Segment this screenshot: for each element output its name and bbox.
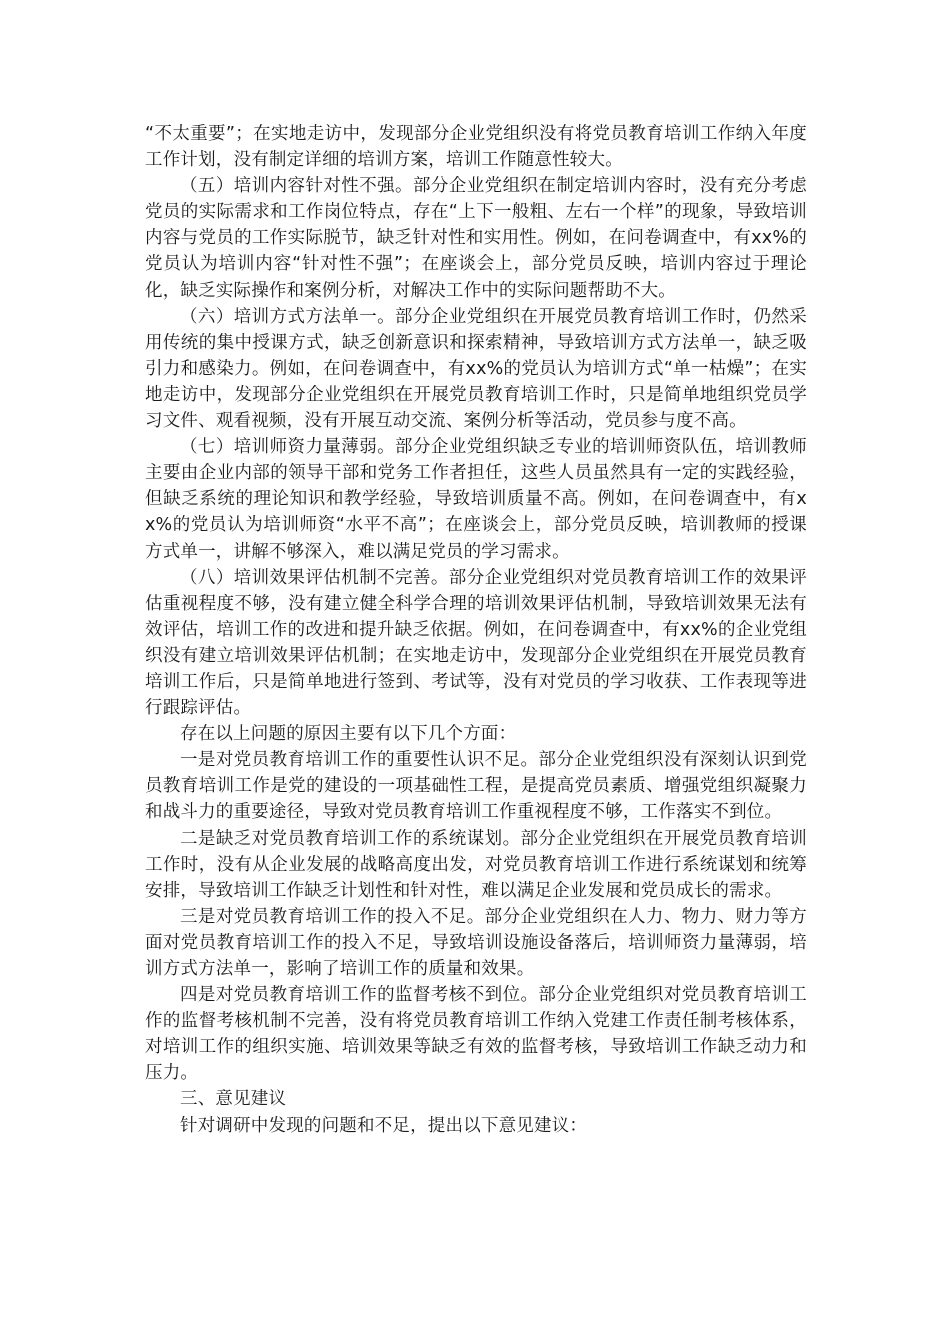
paragraph-cause-3: 三是对党员教育培训工作的投入不足。部分企业党组织在人力、物力、财力等方面对党员教育培训工作的投入不足，导致培训设施设备落后，培训师资力量薄弱，培训方式方法单一，影响了培训工作的质量和效果。 [145, 906, 807, 979]
paragraph-causes-intro: 存在以上问题的原因主要有以下几个方面： [180, 724, 517, 745]
paragraph-suggestions-intro: 针对调研中发现的问题和不足，提出以下意见建议： [180, 1115, 588, 1136]
paragraph-issue-5: （五）培训内容针对性不强。部分企业党组织在制定培训内容时，没有充分考虑党员的实际需求和工作岗位特点，存在“上下一般粗、左右一个样”的现象，导致培训内容与党员的工作实际脱节，缺乏针对性和实用性。例如，在问卷调查中，有xx%的党员认为培训内容“针对性不强”；在座谈会上，部分党员反映，培训内容过于理论化，缺乏实际操作和案例分析，对解决工作中的实际问题帮助不大。 [145, 176, 807, 301]
paragraph-issue-8: （八）培训效果评估机制不完善。部分企业党组织对党员教育培训工作的效果评估重视程度不够，没有建立健全科学合理的培训效果评估机制，导致培训效果无法有效评估，培训工作的改进和提升缺乏依据。例如，在问卷调查中，有xx%的企业党组织没有建立培训效果评估机制；在实地走访中，发现部分企业党组织在开展党员教育培训工作后，只是简单地进行签到、考试等，没有对党员的学习收获、工作表现等进行跟踪评估。 [145, 567, 807, 719]
paragraph-issue-7: （七）培训师资力量薄弱。部分企业党组织缺乏专业的培训师资队伍，培训教师主要由企业内部的领导干部和党务工作者担任，这些人员虽然具有一定的实践经验，但缺乏系统的理论知识和教学经验，导致培训质量不高。例如，在问卷调查中，有xx%的党员认为培训师资“水平不高”；在座谈会上，部分党员反映，培训教师的授课方式单一，讲解不够深入，难以满足党员的学习需求。 [145, 437, 807, 562]
paragraph-continuation: “不太重要”；在实地走访中，发现部分企业党组织没有将党员教育培训工作纳入年度工作计划，没有制定详细的培训方案，培训工作随意性较大。 [145, 124, 807, 171]
paragraph-issue-6: （六）培训方式方法单一。部分企业党组织在开展党员教育培训工作时，仍然采用传统的集中授课方式，缺乏创新意识和探索精神，导致培训方式方法单一，缺乏吸引力和感染力。例如，在问卷调查中，有xx%的党员认为培训方式“单一枯燥”；在实地走访中，发现部分企业党组织在开展党员教育培训工作时，只是简单地组织党员学习文件、观看视频，没有开展互动交流、案例分析等活动，党员参与度不高。 [145, 306, 807, 432]
paragraph-cause-2: 二是缺乏对党员教育培训工作的系统谋划。部分企业党组织在开展党员教育培训工作时，没有从企业发展的战略高度出发，对党员教育培训工作进行系统谋划和统筹安排，导致培训工作缺乏计划性和针对性，难以满足企业发展和党员成长的需求。 [145, 828, 807, 901]
section-heading-suggestions: 三、意见建议 [180, 1089, 287, 1110]
document-body [145, 121, 807, 1139]
paragraph-cause-1: 一是对党员教育培训工作的重要性认识不足。部分企业党组织没有深刻认识到党员教育培训工作是党的建设的一项基础性工程，是提高党员素质、增强党组织凝聚力和战斗力的重要途径，导致对党员教育培训工作重视程度不够，工作落实不到位。 [145, 750, 807, 823]
paragraph-cause-4: 四是对党员教育培训工作的监督考核不到位。部分企业党组织对党员教育培训工作的监督考核机制不完善，没有将党员教育培训工作纳入党建工作责任制考核体系，对培训工作的组织实施、培训效果等缺乏有效的监督考核，导致培训工作缺乏动力和压力。 [145, 985, 807, 1084]
